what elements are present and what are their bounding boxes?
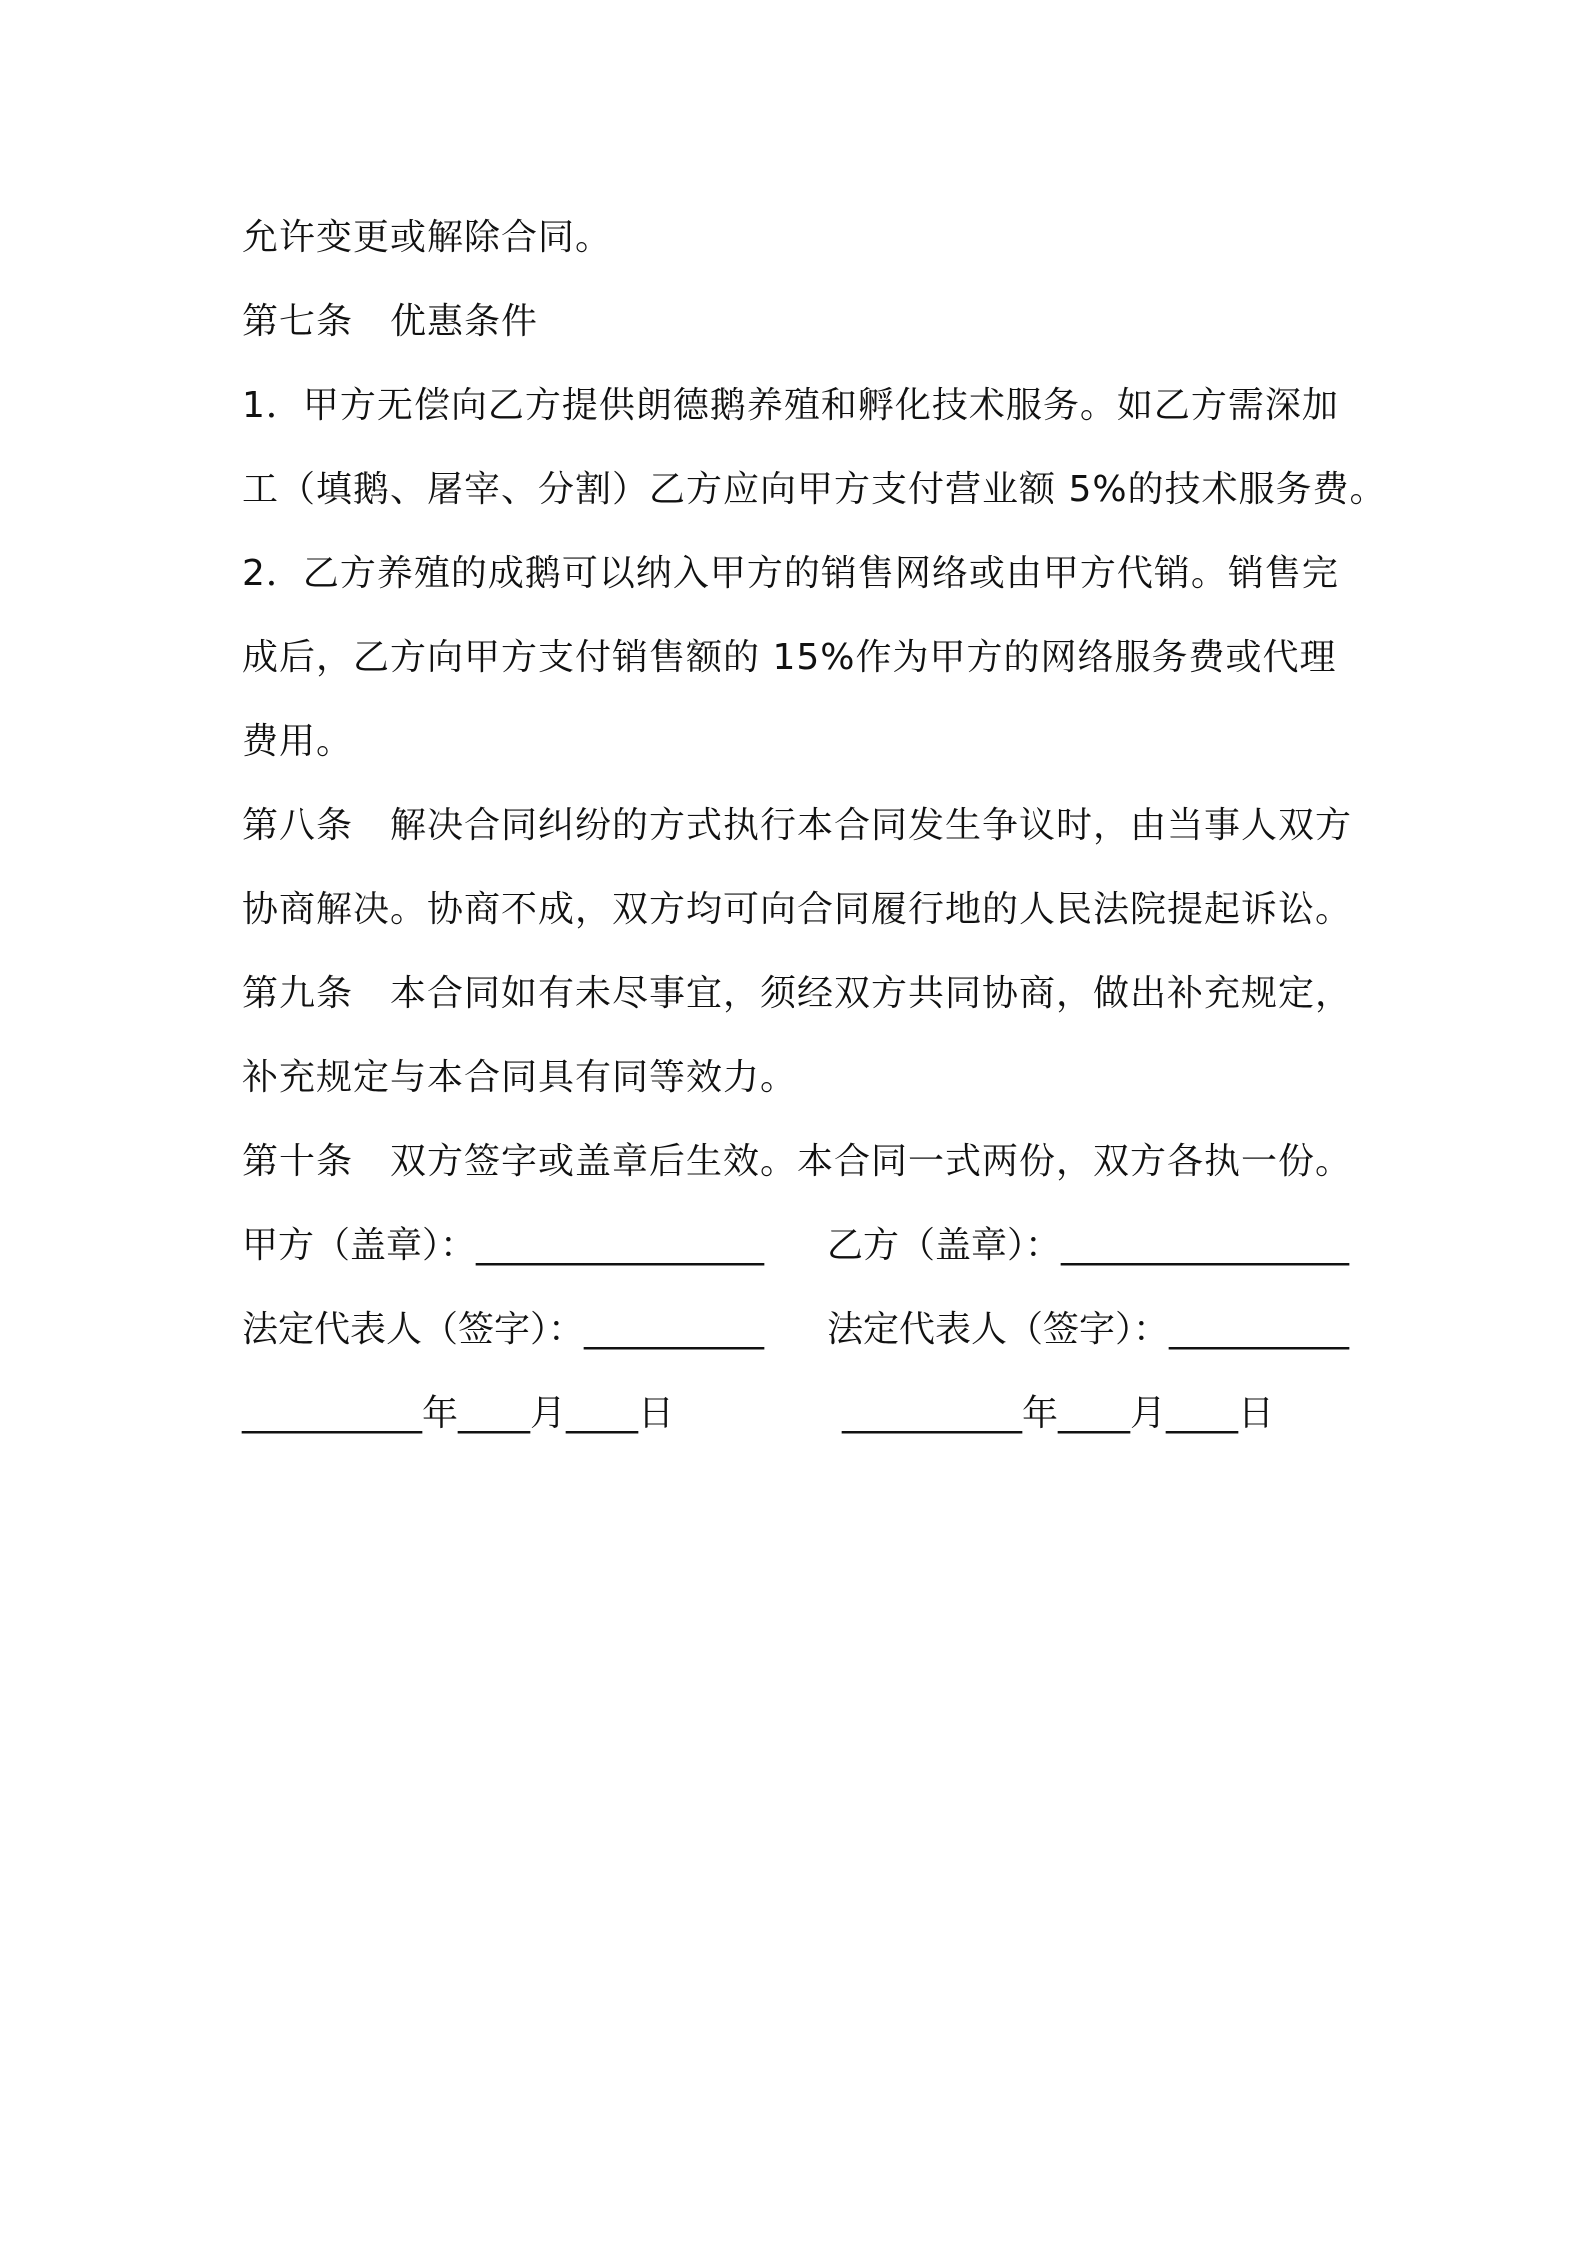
article-9-text: 本合同如有未尽事宜，须经双方共同协商，做出补充规定，: [390, 973, 1353, 1014]
seal-row: [242, 1204, 1362, 1288]
article-8-line-1: [242, 784, 1362, 868]
party-a-representative-field: 法定代表人（签字）：__________: [242, 1309, 765, 1350]
article-10-number: 第十条: [242, 1141, 354, 1182]
party-b-seal-field: 乙方（盖章）：________________: [827, 1225, 1350, 1266]
article-8-line-2: 协商解决。协商不成，双方均可向合同履行地的人民法院提起诉讼。: [242, 889, 1353, 930]
article-7-item-1-line-2: 工（填鹅、屠宰、分割）乙方应向甲方支付营业额 5%的技术服务费。: [242, 469, 1387, 510]
article-8-number: 第八条: [242, 805, 354, 846]
article-7-heading: [242, 280, 1362, 364]
article-9-line-1: [242, 952, 1362, 1036]
date-row: [242, 1372, 1362, 1456]
article-7-item-2-line-1: 2．乙方养殖的成鹅可以纳入甲方的销售网络或由甲方代销。销售完: [242, 553, 1339, 594]
continuation-line: 允许变更或解除合同。: [242, 217, 613, 258]
article-7-title: 优惠条件: [390, 301, 539, 342]
article-9-number: 第九条: [242, 973, 354, 1014]
article-9-line-2: 补充规定与本合同具有同等效力。: [242, 1057, 798, 1098]
article-7-item-2-line-2: 成后，乙方向甲方支付销售额的 15%作为甲方的网络服务费或代理: [242, 637, 1337, 678]
party-a-seal-field: 甲方（盖章）：________________: [242, 1225, 765, 1266]
party-b-date-field: __________年____月____日: [842, 1393, 1274, 1434]
article-7-item-2-line-3: 费用。: [242, 721, 354, 762]
representative-row: [242, 1288, 1362, 1372]
article-8-text: 解决合同纠纷的方式执行本合同发生争议时，由当事人双方: [390, 805, 1353, 846]
article-10-text: 双方签字或盖章后生效。本合同一式两份，双方各执一份。: [390, 1141, 1353, 1182]
article-7-item-1-line-1: 1．甲方无偿向乙方提供朗德鹅养殖和孵化技术服务。如乙方需深加: [242, 385, 1339, 426]
article-10-line-1: [242, 1120, 1362, 1204]
article-7-number: 第七条: [242, 301, 354, 342]
document-body: [242, 196, 1387, 1456]
party-b-representative-field: 法定代表人（签字）：__________: [827, 1309, 1350, 1350]
party-a-date-field: __________年____月____日: [242, 1393, 674, 1434]
